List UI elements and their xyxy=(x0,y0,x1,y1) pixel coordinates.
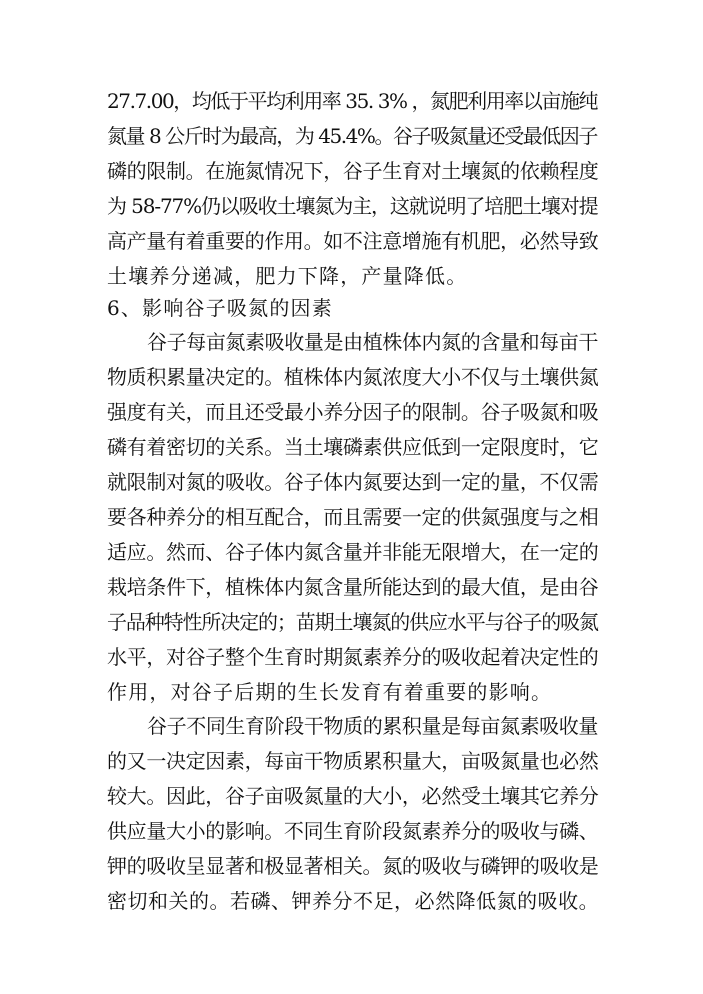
text-line: 土壤养分递减，肥力下降，产量降低。 xyxy=(107,264,468,288)
text-line: 谷子每亩氮素吸收量是由植株体内氮的含量和每亩干 xyxy=(147,330,599,354)
text-line: 密切和关的。若磷、钾养分不足，必然降低氮的吸收。 xyxy=(107,889,600,913)
text-line: 27.7.00，均低于平均利用率 35. 3% ，氮肥利用率以亩施纯 xyxy=(107,89,598,113)
text-line: 供应量大小的影响。不同生育阶段氮素养分的吸收与磷、 xyxy=(107,819,599,843)
text-line: 水平，对谷子整个生育时期氮素养分的吸收起着决定性的 xyxy=(107,645,599,669)
text-line: 谷子不同生育阶段干物质的累积量是每亩氮素吸收量 xyxy=(147,714,599,738)
text-line: 栽培条件下，植株体内氮含量所能达到的最大值，是由谷 xyxy=(107,575,599,599)
text-line: 作用，对谷子后期的生长发育有着重要的影响。 xyxy=(107,680,553,704)
text-line: 磷有着密切的关系。当土壤磷素供应低到一定限度时，它 xyxy=(107,435,599,459)
text-line: 就限制对氮的吸收。谷子体内氮要达到一定的量，不仅需 xyxy=(107,470,599,494)
text-line: 强度有关，而且还受最小养分因子的限制。谷子吸氮和吸 xyxy=(107,400,599,424)
text-line: 高产量有着重要的作用。如不注意增施有机肥，必然导致 xyxy=(107,229,599,253)
text-line: 磷的限制。在施氮情况下，谷子生育对土壤氮的依赖程度 xyxy=(107,159,599,183)
text-line: 钾的吸收呈显著和极显著相关。氮的吸收与磷钾的吸收是 xyxy=(107,854,599,878)
text-line: 的又一决定因素，每亩干物质累积量大，亩吸氮量也必然 xyxy=(107,749,599,773)
text-line: 适应。然而、谷子体内氮含量并非能无限增大，在一定的 xyxy=(107,540,599,564)
text-line: 氮量 8 公斤时为最高，为 45.4%。谷子吸氮量还受最低因子 xyxy=(107,124,597,148)
section-heading: 6、影响谷子吸氮的因素 xyxy=(107,296,333,320)
text-line: 为 58-77%仍以吸收土壤氮为主，这就说明了培肥土壤对提 xyxy=(107,194,598,218)
text-line: 较大。因此，谷子亩吸氮量的大小，必然受土壤其它养分 xyxy=(107,784,599,808)
text-line: 子品种特性所决定的；苗期土壤氮的供应水平与谷子的吸氮 xyxy=(107,610,598,634)
text-line: 物质积累量决定的。植株体内氮浓度大小不仅与土壤供氮 xyxy=(107,365,599,389)
text-line: 要各种养分的相互配合，而且需要一定的供氮强度与之相 xyxy=(107,505,599,529)
